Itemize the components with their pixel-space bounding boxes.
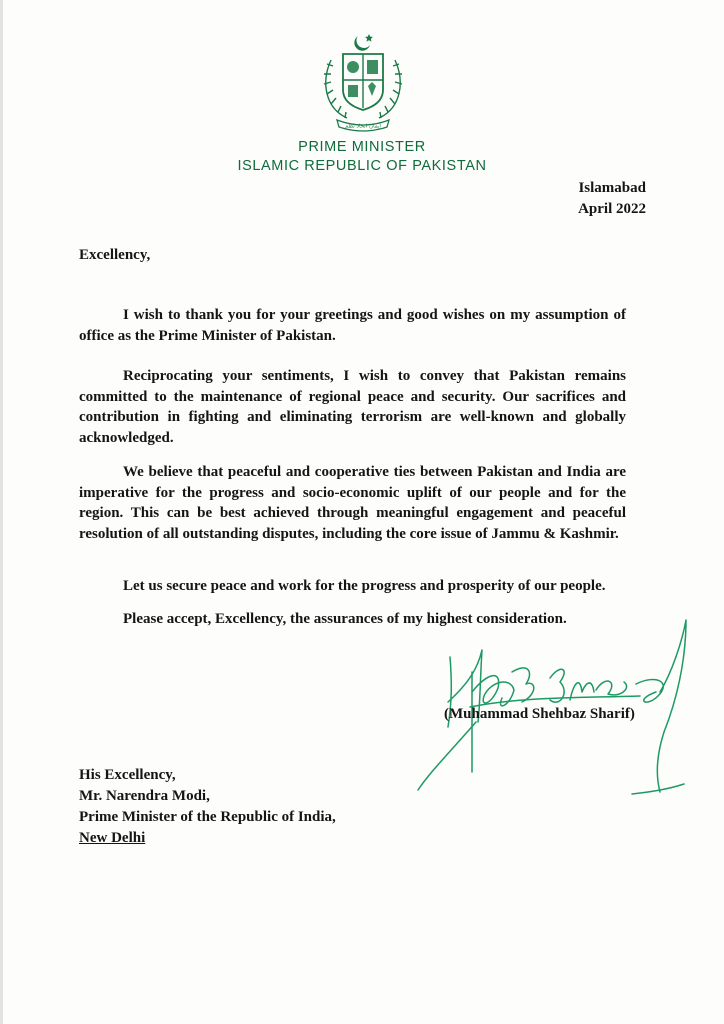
state-emblem-icon [317, 30, 409, 132]
country-title: ISLAMIC REPUBLIC OF PAKISTAN [237, 158, 487, 174]
paragraph-text: Reciprocating your sentiments, I wish to convey that Pakistan remains committed to the maintenance of regional peace and security. Our sacrifices and contribution in fighting and eliminating terrorism are well-known and globally acknowledged. [79, 368, 626, 446]
emblem-motto: ایمان اتحاد نظم [345, 123, 381, 130]
paragraph-text: I wish to thank you for your greetings and good wishes on my assumption of office as the Prime Minister of Pakistan. [79, 307, 626, 344]
addressee-block [79, 765, 336, 849]
paragraph-1 [79, 305, 626, 346]
addressee-salutation: His Excellency, [79, 767, 176, 783]
place-city: Islamabad [578, 180, 646, 196]
addressee-name: Mr. Narendra Modi, [79, 788, 210, 804]
paragraph-text: Let us secure peace and work for the progress and prosperity of our people. [123, 578, 606, 594]
office-title: PRIME MINISTER [298, 139, 426, 155]
addressee-city: New Delhi [79, 830, 146, 846]
paragraph-3 [79, 462, 626, 544]
paragraph-2 [79, 366, 626, 448]
addressee-title: Prime Minister of the Republic of India, [79, 809, 336, 825]
paragraph-text: We believe that peaceful and cooperative ties between Pakistan and India are imperative for the progress and socio-economic uplift of our people and for the region. This can be best achieved through meaningful engagement and peaceful resolution of all outstanding disputes, including the core issue of Jammu & Kashmir. [79, 464, 626, 542]
place-date-block [578, 178, 646, 220]
paragraph-4 [79, 576, 626, 597]
signatory-name: (Muhammad Shehbaz Sharif) [444, 706, 635, 722]
letter-date: April 2022 [578, 201, 646, 217]
paragraph-text: Please accept, Excellency, the assurances of my highest consideration. [123, 611, 567, 627]
salutation: Excellency, [79, 247, 151, 263]
